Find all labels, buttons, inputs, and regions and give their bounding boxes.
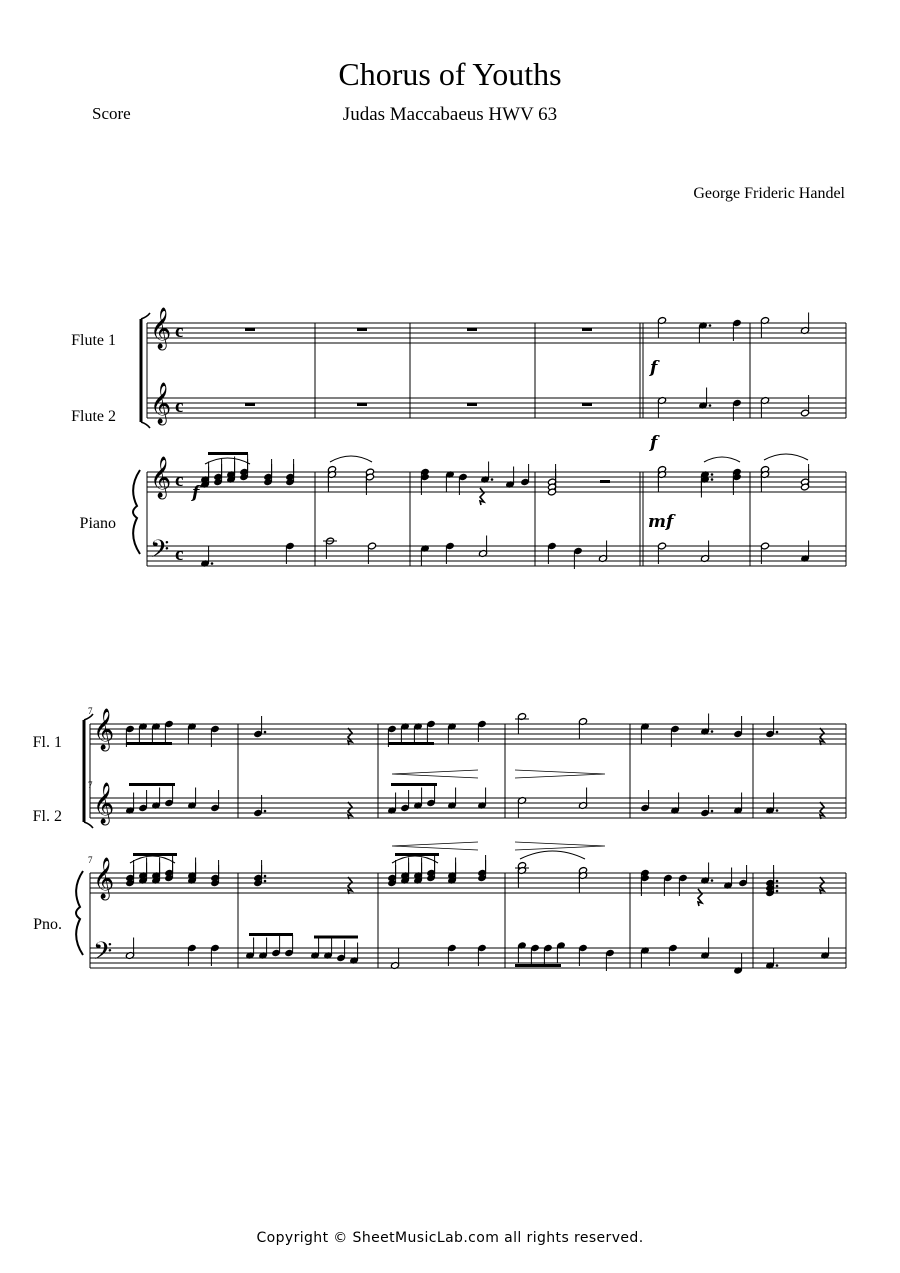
quarter-rest xyxy=(348,877,352,894)
beam xyxy=(314,936,358,939)
staff-piano-bass xyxy=(147,535,846,570)
crescendo-hairpin xyxy=(392,770,478,778)
treble-clef-icon: 𝄞 xyxy=(150,457,172,498)
augmentation-dot xyxy=(776,731,779,734)
augmentation-dot xyxy=(711,730,714,733)
augmentation-dot xyxy=(711,478,714,481)
staff-fl-1 xyxy=(90,708,846,751)
treble-clef-icon: 𝄞 xyxy=(93,783,115,824)
augmentation-dot xyxy=(776,964,779,967)
instrument-label-pno: Pno. xyxy=(33,916,62,933)
slur xyxy=(392,856,438,863)
quarter-rest xyxy=(480,488,484,505)
piano-brace xyxy=(133,470,140,554)
instrument-label-fl-1: Fl. 1 xyxy=(32,734,62,751)
augmentation-dot xyxy=(264,810,267,813)
page-title: Chorus of Youths xyxy=(338,56,562,92)
bass-clef-icon: 𝄢 xyxy=(150,535,170,570)
staff-fl-2 xyxy=(90,782,846,825)
whole-rest xyxy=(467,403,477,406)
augmentation-dot xyxy=(264,880,267,883)
whole-rest xyxy=(245,328,255,331)
treble-clef-icon: 𝄞 xyxy=(150,383,172,424)
whole-rest xyxy=(467,328,477,331)
staff-flute-2 xyxy=(147,382,846,425)
quarter-rest xyxy=(348,728,352,745)
slur xyxy=(130,856,175,863)
quarter-rest xyxy=(698,889,702,906)
piano-brace xyxy=(76,871,83,955)
quarter-rest xyxy=(348,802,352,819)
page-subtitle: Judas Maccabaeus HWV 63 xyxy=(342,104,558,125)
crescendo-hairpin xyxy=(392,842,478,850)
beam xyxy=(129,783,175,786)
instrument-label-flute-2: Flute 2 xyxy=(71,408,116,425)
augmentation-dot xyxy=(264,875,267,878)
augmentation-dot xyxy=(709,404,712,407)
beam xyxy=(388,742,434,745)
common-time-signature: c xyxy=(175,544,184,565)
dynamic-forte: f xyxy=(650,358,658,378)
slur xyxy=(330,456,372,462)
copyright-footer: Copyright © SheetMusicLab.com all rights reserved. xyxy=(256,1230,644,1246)
whole-rest xyxy=(245,403,255,406)
whole-rest xyxy=(582,328,592,331)
beam xyxy=(208,452,248,455)
whole-rest xyxy=(357,328,367,331)
dynamic-forte: f xyxy=(650,433,658,453)
common-time-signature: c xyxy=(175,470,184,491)
measure-number: 7 xyxy=(88,706,93,716)
staff-flute-1 xyxy=(147,307,846,350)
beam xyxy=(249,933,293,936)
treble-clef-icon: 𝄞 xyxy=(93,858,115,899)
measure-number: 7 xyxy=(88,855,93,865)
decrescendo-hairpin xyxy=(515,770,605,778)
whole-rest xyxy=(357,403,367,406)
score-label: Score xyxy=(92,104,131,123)
slur xyxy=(520,851,585,859)
whole-rest xyxy=(582,403,592,406)
slur xyxy=(764,454,808,460)
augmentation-dot xyxy=(776,885,779,888)
beam xyxy=(126,742,172,745)
measure-number: 7 xyxy=(88,780,93,790)
instrument-label-piano: Piano xyxy=(79,515,116,532)
decrescendo-hairpin xyxy=(515,842,605,850)
quarter-rest xyxy=(820,877,824,894)
instrument-label-flute-1: Flute 1 xyxy=(71,332,116,349)
augmentation-dot xyxy=(776,880,779,883)
quarter-rest xyxy=(820,728,824,745)
augmentation-dot xyxy=(264,731,267,734)
instrument-label-fl-2: Fl. 2 xyxy=(32,808,62,825)
dynamic-forte: f xyxy=(192,483,200,503)
augmentation-dot xyxy=(711,879,714,882)
augmentation-dot xyxy=(776,890,779,893)
staff-piano-treble xyxy=(147,452,846,505)
staff-pno-treble xyxy=(90,853,846,906)
augmentation-dot xyxy=(491,478,494,481)
dynamic-mezzo-forte: mf xyxy=(648,512,674,532)
common-time-signature: c xyxy=(175,321,184,342)
composer-name: George Frideric Handel xyxy=(693,185,845,202)
common-time-signature: c xyxy=(175,396,184,417)
slur xyxy=(205,458,250,464)
beam xyxy=(515,964,561,967)
augmentation-dot xyxy=(711,473,714,476)
augmentation-dot xyxy=(776,809,779,812)
slur xyxy=(704,457,740,462)
beam xyxy=(391,783,437,786)
augmentation-dot xyxy=(711,810,714,813)
augmentation-dot xyxy=(211,562,214,565)
quarter-rest xyxy=(820,802,824,819)
staff-pno-bass xyxy=(90,933,846,974)
augmentation-dot xyxy=(709,324,712,327)
half-rest xyxy=(600,480,610,483)
treble-clef-icon: 𝄞 xyxy=(150,308,172,349)
bass-clef-icon: 𝄢 xyxy=(93,937,113,972)
treble-clef-icon: 𝄞 xyxy=(93,709,115,750)
